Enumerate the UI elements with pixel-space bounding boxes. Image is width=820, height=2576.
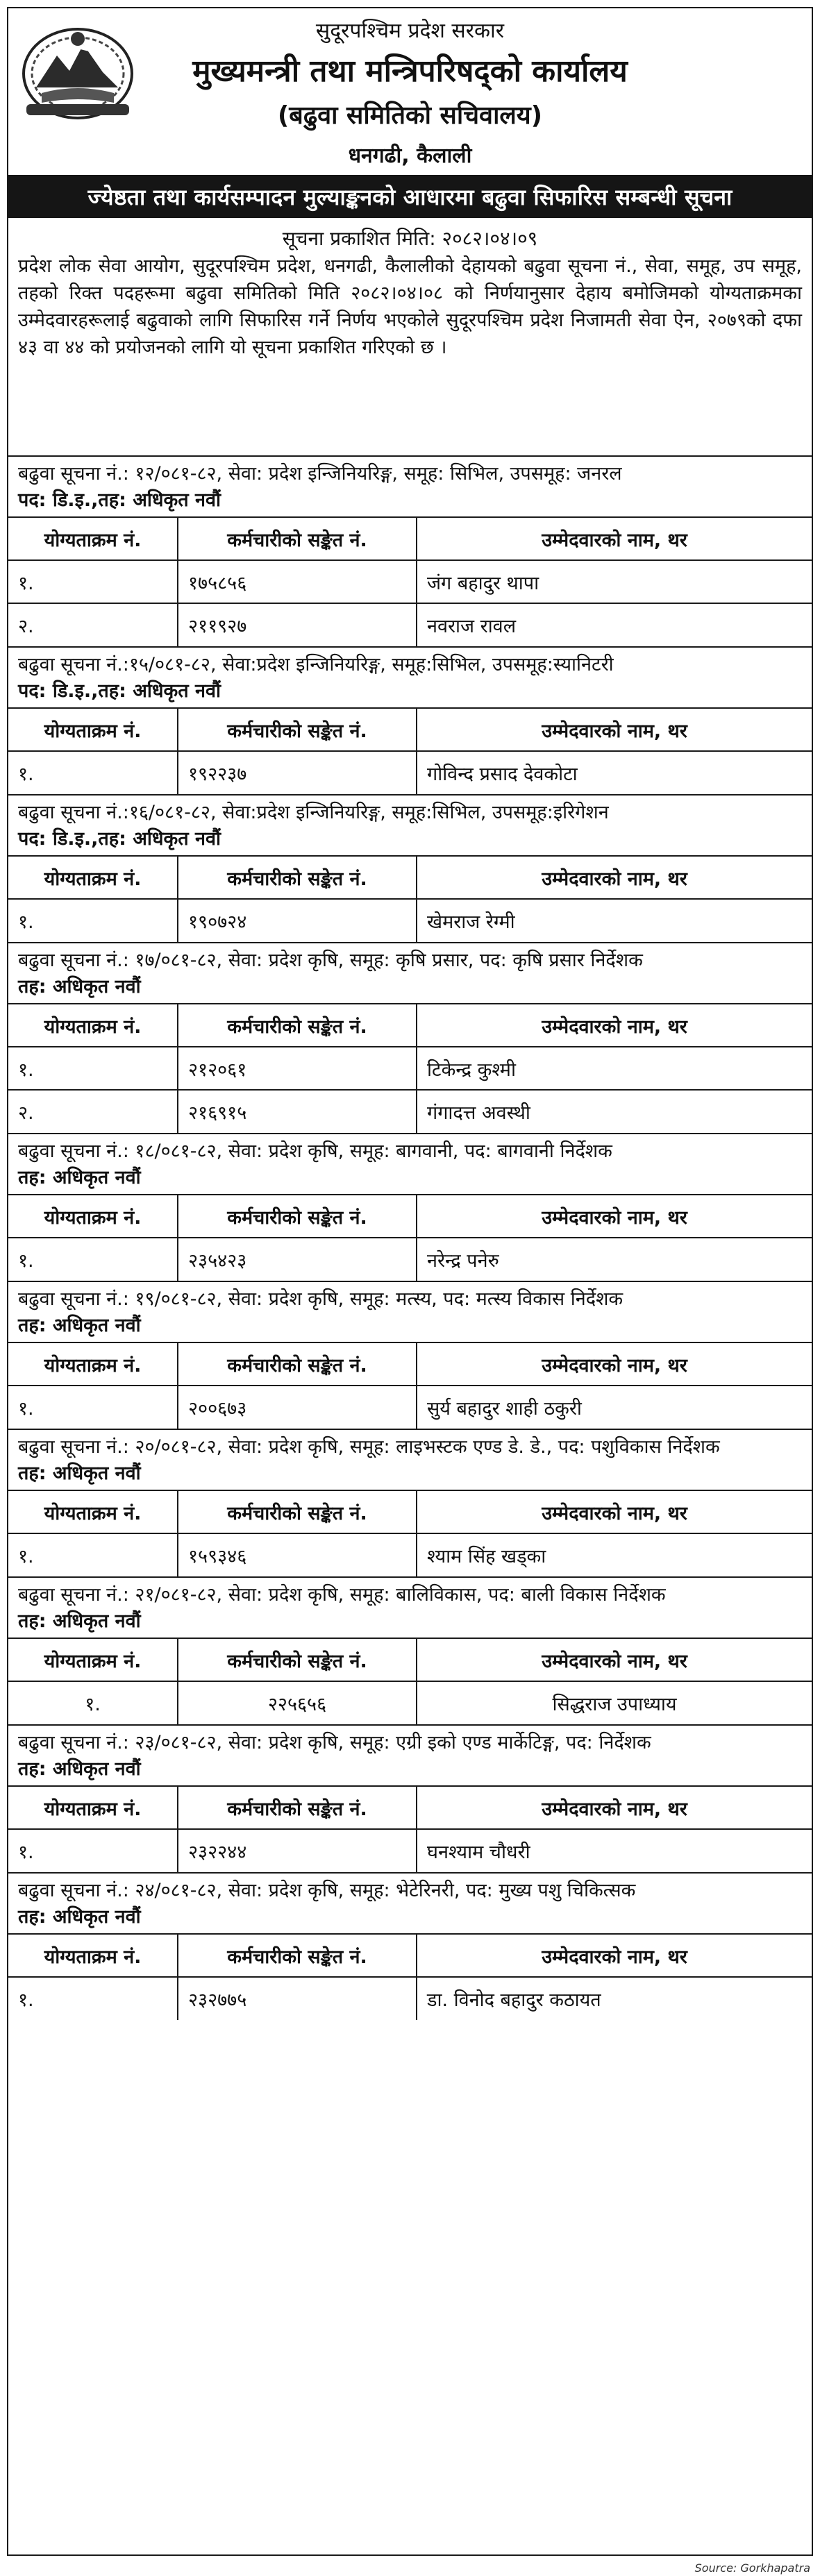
notice-document (7, 7, 813, 2556)
table-header-row (8, 517, 812, 560)
post-level-text: तह: अधिकृत नवौं (18, 1463, 141, 1484)
column-header: कर्मचारीको सङ्केत नं. (178, 1195, 417, 1238)
table-header-row (8, 708, 812, 751)
table-header-row (8, 1934, 812, 1977)
table-row (8, 1977, 812, 2020)
notice-details (8, 1578, 812, 1638)
table-row (8, 560, 812, 603)
candidate-table (8, 1933, 812, 2020)
office-name: मुख्यमन्त्री तथा मन्त्रिपरिषद्को कार्यालय (192, 53, 628, 89)
merit-rank-cell: २. (8, 603, 178, 646)
notice-details (8, 943, 812, 1003)
column-header: उम्मेदवारको नाम, थर (417, 708, 812, 751)
promotion-section (8, 1429, 812, 1576)
notice-details (8, 1874, 812, 1933)
employee-code-cell: १९२२३७ (178, 751, 417, 794)
column-header: कर्मचारीको सङ्केत नं. (178, 1638, 417, 1681)
candidate-name-cell: नरेन्द्र पनेरु (417, 1238, 812, 1281)
column-header: कर्मचारीको सङ्केत नं. (178, 517, 417, 560)
table-header-row (8, 1195, 812, 1238)
candidate-name-cell: गंगादत्त अवस्थी (417, 1090, 812, 1133)
column-header: कर्मचारीको सङ्केत नं. (178, 1490, 417, 1533)
candidate-name-cell: सिद्धराज उपाध्याय (417, 1681, 812, 1724)
candidate-name-cell: जंग बहादुर थापा (417, 560, 812, 603)
notice-number-text: बढुवा सूचना नं.: १८/०८१-८२, सेवा: प्रदेश कृषि, समूह: बागवानी, पद: बागवानी निर्देशक (18, 1140, 612, 1162)
candidate-table (8, 1785, 812, 1872)
office-location: धनगढी, कैलाली (348, 144, 472, 168)
column-header: योग्यताक्रम नं. (8, 1004, 178, 1047)
employee-code-cell: १९०७२४ (178, 899, 417, 942)
notice-number-text: बढुवा सूचना नं.: २१/०८१-८२, सेवा: प्रदेश कृषि, समूह: बालिविकास, पद: बाली विकास निर्देशक (18, 1584, 666, 1606)
table-row (8, 603, 812, 646)
candidate-table (8, 1003, 812, 1133)
notice-details (8, 457, 812, 516)
source-credit: Source: Gorkhapatra (694, 2561, 810, 2575)
candidate-name-cell: डा. विनोद बहादुर कठायत (417, 1977, 812, 2020)
table-row (8, 1090, 812, 1133)
column-header: योग्यताक्रम नं. (8, 1195, 178, 1238)
column-header: उम्मेदवारको नाम, थर (417, 1490, 812, 1533)
column-header: कर्मचारीको सङ्केत नं. (178, 1934, 417, 1977)
table-header-row (8, 856, 812, 899)
merit-rank-cell: १. (8, 1829, 178, 1872)
table-header-row (8, 1490, 812, 1533)
post-level-text: पद: डि.इ.,तह: अधिकृत नवौं (18, 680, 221, 702)
notice-number-text: बढुवा सूचना नं.: २३/०८१-८२, सेवा: प्रदेश कृषि, समूह: एग्री इको एण्ड मार्केटिङ्ग, पद: निर्देशक (18, 1732, 651, 1753)
employee-code-cell: १५९३४६ (178, 1533, 417, 1576)
employee-code-cell: २००६७३ (178, 1386, 417, 1429)
column-header: योग्यताक्रम नं. (8, 517, 178, 560)
candidate-name-cell: गोविन्द प्रसाद देवकोटा (417, 751, 812, 794)
notice-details (8, 1430, 812, 1490)
promotion-section (8, 1724, 812, 1872)
table-row (8, 1829, 812, 1872)
column-header: कर्मचारीको सङ्केत नं. (178, 1786, 417, 1829)
merit-rank-cell: १. (8, 1386, 178, 1429)
column-header: योग्यताक्रम नं. (8, 1934, 178, 1977)
post-level-text: पद: डि.इ.,तह: अधिकृत नवौं (18, 489, 221, 511)
notice-details (8, 648, 812, 707)
notice-details (8, 1726, 812, 1785)
column-header: कर्मचारीको सङ्केत नं. (178, 708, 417, 751)
table-row (8, 751, 812, 794)
column-header: उम्मेदवारको नाम, थर (417, 1638, 812, 1681)
table-row (8, 1238, 812, 1281)
column-header: उम्मेदवारको नाम, थर (417, 517, 812, 560)
employee-code-cell: २११९२७ (178, 603, 417, 646)
merit-rank-cell: १. (8, 560, 178, 603)
merit-rank-cell: १. (8, 1681, 178, 1724)
notice-header (8, 8, 812, 175)
table-header-row (8, 1004, 812, 1047)
post-level-text: तह: अधिकृत नवौं (18, 1315, 141, 1336)
intro-paragraph: प्रदेश लोक सेवा आयोग, सुदूरपश्चिम प्रदेश, धनगढी, कैलालीको देहायको बढुवा सूचना नं., सेवा, समूह, उप समूह, तहको रिक्त पदहरूमा बढुवा समितिको मिति २०८२।०४।०८ को निर्णयानुसार देहाय बमोजिमको योग्यताक्रमका उम्मेदवारहरूलाई बढुवाको लागि सिफारिस गर्ने निर्णय भएकोले सुदूरपश्चिम प्रदेश निजामती सेवा ऐन, २०७९को दफा ४३ वा ४४ को प्रयोजनको लागि यो सूचना प्रकाशित गरिएको छ । (18, 255, 802, 358)
promotion-sections (8, 455, 812, 2020)
promotion-section (8, 455, 812, 646)
merit-rank-cell: १. (8, 1977, 178, 2020)
post-level-text: तह: अधिकृत नवौं (18, 1610, 141, 1632)
promotion-section (8, 1133, 812, 1281)
column-header: उम्मेदवारको नाम, थर (417, 1004, 812, 1047)
promotion-section (8, 942, 812, 1133)
candidate-name-cell: टिकेन्द्र कुश्मी (417, 1047, 812, 1090)
table-header-row (8, 1342, 812, 1386)
merit-rank-cell: २. (8, 1090, 178, 1133)
merit-rank-cell: १. (8, 1533, 178, 1576)
promotion-section (8, 1872, 812, 2020)
post-level-text: तह: अधिकृत नवौं (18, 1758, 141, 1780)
table-row (8, 1681, 812, 1724)
column-header: उम्मेदवारको नाम, थर (417, 1786, 812, 1829)
notice-number-text: बढुवा सूचना नं.: १७/०८१-८२, सेवा: प्रदेश कृषि, समूह: कृषि प्रसार, पद: कृषि प्रसार निर्देशक (18, 950, 643, 971)
notice-title-banner: ज्येष्ठता तथा कार्यसम्पादन मुल्याङ्कनको आधारमा बढुवा सिफारिस सम्बन्धी सूचना (8, 175, 812, 218)
column-header: योग्यताक्रम नं. (8, 1786, 178, 1829)
candidate-table (8, 1194, 812, 1281)
candidate-table (8, 855, 812, 942)
promotion-section (8, 794, 812, 942)
candidate-name-cell: श्याम सिंह खड्का (417, 1533, 812, 1576)
candidate-table (8, 1342, 812, 1429)
notice-number-text: बढुवा सूचना नं.:१५/०८१-८२, सेवा:प्रदेश इन्जिनियरिङ्ग, समूह:सिभिल, उपसमूह:स्यानिटरी (18, 654, 614, 675)
column-header: कर्मचारीको सङ्केत नं. (178, 1004, 417, 1047)
post-level-text: तह: अधिकृत नवौं (18, 1906, 141, 1928)
column-header: योग्यताक्रम नं. (8, 1342, 178, 1386)
merit-rank-cell: १. (8, 899, 178, 942)
employee-code-cell: २३२७७५ (178, 1977, 417, 2020)
notice-number-text: बढुवा सूचना नं.: २०/०८१-८२, सेवा: प्रदेश कृषि, समूह: लाइभस्टक एण्ड डे. डे., पद: पशुविकास निर्देशक (18, 1436, 720, 1458)
notice-number-text: बढुवा सूचना नं.: १२/०८१-८२, सेवा: प्रदेश इन्जिनियरिङ्ग, समूह: सिभिल, उपसमूह: जनरल (18, 463, 622, 485)
candidate-table (8, 516, 812, 646)
employee-code-cell: २३५४२३ (178, 1238, 417, 1281)
column-header: योग्यताक्रम नं. (8, 1490, 178, 1533)
candidate-table (8, 707, 812, 794)
column-header: योग्यताक्रम नं. (8, 856, 178, 899)
column-header: उम्मेदवारको नाम, थर (417, 1195, 812, 1238)
promotion-section (8, 646, 812, 794)
table-row (8, 1533, 812, 1576)
candidate-name-cell: सुर्य बहादुर शाही ठकुरी (417, 1386, 812, 1429)
employee-code-cell: २१२०६१ (178, 1047, 417, 1090)
table-header-row (8, 1638, 812, 1681)
candidate-table (8, 1490, 812, 1576)
column-header: योग्यताक्रम नं. (8, 708, 178, 751)
post-level-text: पद: डि.इ.,तह: अधिकृत नवौं (18, 828, 221, 850)
merit-rank-cell: १. (8, 751, 178, 794)
secretariat-name: (बढुवा समितिको सचिवालय) (277, 101, 543, 130)
post-level-text: तह: अधिकृत नवौं (18, 1167, 141, 1188)
table-row (8, 1047, 812, 1090)
candidate-name-cell: खेमराज रेग्मी (417, 899, 812, 942)
merit-rank-cell: १. (8, 1047, 178, 1090)
candidate-name-cell: नवराज रावल (417, 603, 812, 646)
post-level-text: तह: अधिकृत नवौं (18, 976, 141, 997)
promotion-section (8, 1281, 812, 1429)
column-header: उम्मेदवारको नाम, थर (417, 1934, 812, 1977)
employee-code-cell: २१६९१५ (178, 1090, 417, 1133)
candidate-table (8, 1638, 812, 1724)
merit-rank-cell: १. (8, 1238, 178, 1281)
notice-details (8, 1134, 812, 1194)
column-header: योग्यताक्रम नं. (8, 1638, 178, 1681)
column-header: उम्मेदवारको नाम, थर (417, 856, 812, 899)
notice-number-text: बढुवा सूचना नं.: २४/०८१-८२, सेवा: प्रदेश कृषि, समूह: भेटेरिनरी, पद: मुख्य पशु चिकित्सक (18, 1880, 636, 1901)
column-header: कर्मचारीको सङ्केत नं. (178, 1342, 417, 1386)
published-date: सूचना प्रकाशित मिति: २०८२।०४।०९ (282, 227, 538, 250)
promotion-section (8, 1576, 812, 1724)
employee-code-cell: २२५६५६ (178, 1681, 417, 1724)
table-header-row (8, 1786, 812, 1829)
employee-code-cell: १७५८५६ (178, 560, 417, 603)
notice-details (8, 795, 812, 855)
column-header: कर्मचारीको सङ्केत नं. (178, 856, 417, 899)
notice-number-text: बढुवा सूचना नं.: १९/०८१-८२, सेवा: प्रदेश कृषि, समूह: मत्स्य, पद: मत्स्य विकास निर्देशक (18, 1288, 624, 1310)
notice-details (8, 1282, 812, 1342)
notice-number-text: बढुवा सूचना नं.:१६/०८१-८२, सेवा:प्रदेश इन्जिनियरिङ्ग, समूह:सिभिल, उपसमूह:इरिगेशन (18, 802, 609, 823)
government-name: सुदूरपश्चिम प्रदेश सरकार (315, 19, 505, 43)
employee-code-cell: २३२२४४ (178, 1829, 417, 1872)
column-header: उम्मेदवारको नाम, थर (417, 1342, 812, 1386)
table-row (8, 1386, 812, 1429)
candidate-name-cell: घनश्याम चौधरी (417, 1829, 812, 1872)
table-row (8, 899, 812, 942)
